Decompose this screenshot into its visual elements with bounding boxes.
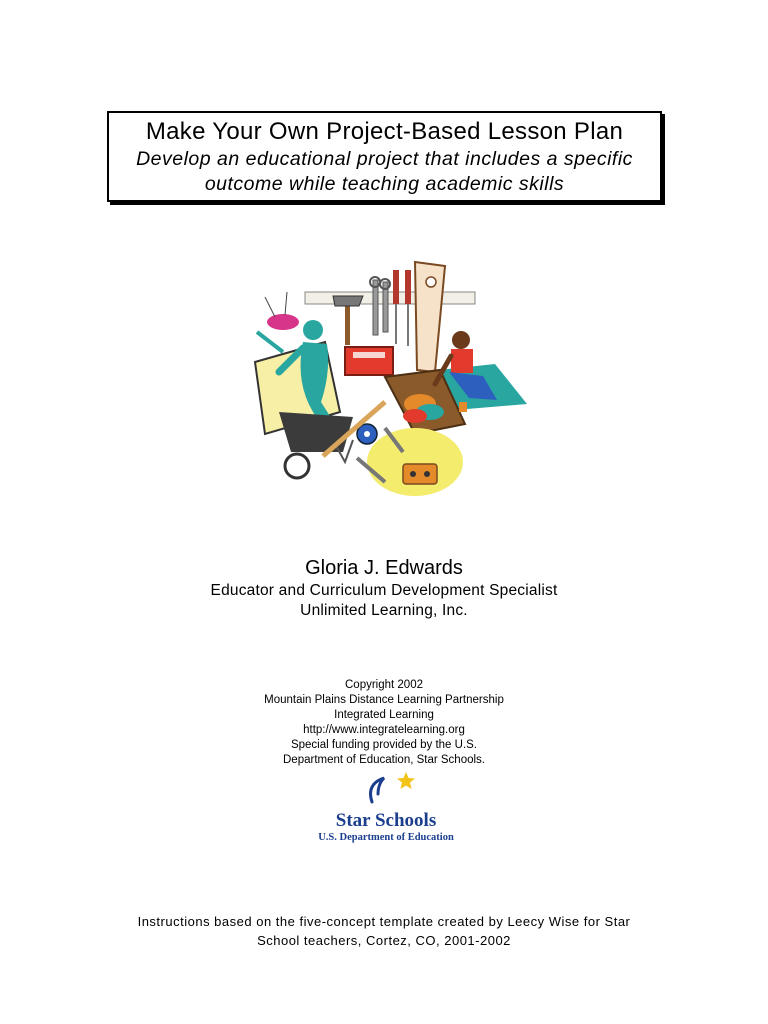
copyright-line: Copyright 2002 [345, 679, 423, 691]
author-name: Gloria J. Edwards [305, 557, 463, 579]
copyright-line: http://www.integratelearning.org [303, 724, 465, 736]
footer-line-1: Instructions based on the five-concept template created by Leecy Wise for Star [137, 914, 631, 929]
copyright-line: Department of Education, Star Schools. [283, 754, 485, 766]
copyright-line: Special funding provided by the U.S. [290, 739, 478, 751]
copyright-line: Mountain Plains Distance Learning Partnership [264, 694, 504, 706]
star-schools-logo [318, 772, 454, 846]
author-role: Educator and Curriculum Development Specialist [210, 582, 558, 599]
tools-workshop-clipart [235, 252, 531, 500]
copyright-line: Integrated Learning [334, 709, 434, 721]
document-subtitle-line-2: outcome while teaching academic skills [204, 173, 565, 195]
document-subtitle-line-1: Develop an educational project that includes a specific [136, 148, 633, 170]
logo-name: Star Schools [335, 810, 437, 831]
star-swoosh-icon [371, 772, 416, 802]
footer-credit [0, 912, 768, 950]
document-title: Make Your Own Project-Based Lesson Plan [145, 118, 624, 145]
footer-line-2: School teachers, Cortez, CO, 2001-2002 [257, 933, 511, 948]
author-credentials [0, 581, 768, 621]
title-box [107, 111, 662, 202]
author-organization: Unlimited Learning, Inc. [300, 602, 468, 619]
logo-subtitle: U.S. Department of Education [318, 832, 454, 843]
copyright-block [0, 678, 768, 768]
